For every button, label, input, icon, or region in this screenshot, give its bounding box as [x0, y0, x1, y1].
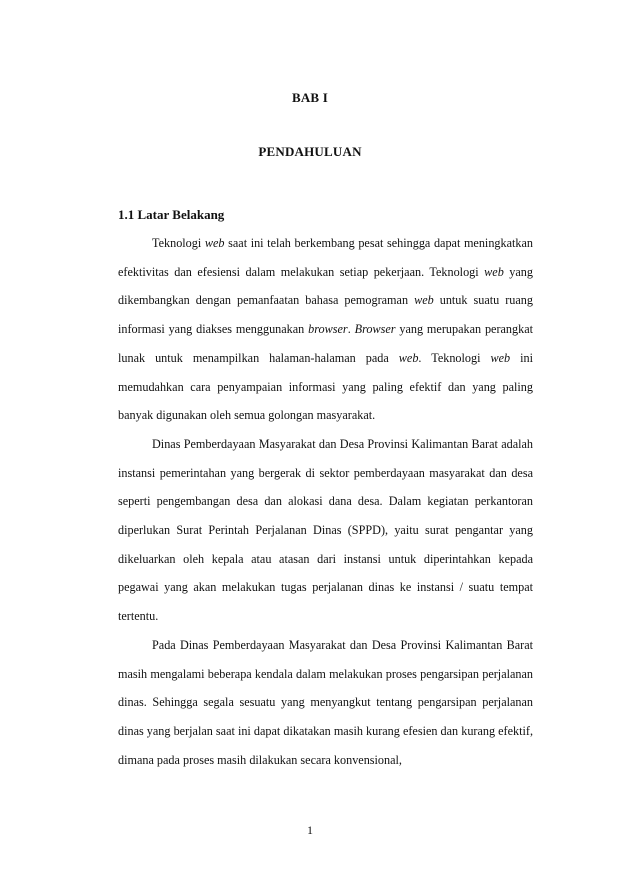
chapter-title: PENDAHULUAN — [258, 144, 362, 159]
text-run: Pada Dinas Pemberdayaan Masyarakat dan Desa Provinsi Kalimantan Barat masih mengalami beberapa kendala dalam melakukan proses pengarsipan perjalanan dinas. Sehingga segala sesuatu yang menyangkut tentang pengarsipan perjalanan dinas yang berjalan saat ini dapat dikatakan masih kurang efesien dan kurang efektif, dimana pada proses masih dilakukan secara konvensional, — [118, 637, 533, 767]
italic-term: web — [398, 350, 419, 365]
paragraph — [118, 631, 533, 775]
text-run: untuk suatu ruang informasi yang diakses menggunakan — [118, 293, 533, 337]
body-text — [118, 229, 533, 774]
italic-term: web — [484, 264, 504, 279]
italic-term: web — [490, 350, 511, 365]
text-run: Teknologi — [152, 236, 205, 250]
chapter-label: BAB I — [291, 90, 329, 105]
paragraph — [118, 229, 533, 430]
text-run: . Teknologi — [418, 350, 491, 365]
text-run: yang dikembangkan dengan pemanfaatan bahasa pemograman — [118, 264, 533, 308]
text-run: yang merupakan perangkat lunak untuk menampilkan halaman-halaman pada — [118, 322, 534, 365]
italic-term: Browser — [354, 322, 396, 337]
text-run: ini memudahkan cara penyampaian informasi yang paling efektif dan yang paling banyak digunakan oleh semua golongan masyarakat. — [118, 350, 533, 423]
text-run: . — [347, 322, 355, 337]
italic-term: web — [204, 236, 225, 250]
section-heading: 1.1 Latar Belakang — [118, 207, 225, 222]
italic-term: browser — [308, 322, 348, 337]
text-run: Dinas Pemberdayaan Masyarakat dan Desa Provinsi Kalimantan Barat adalah instansi pemerintahan yang bergerak di sektor pemberdayaan masyarakat dan desa seperti pengembangan desa dan alokasi dana desa. Dalam kegiatan perkantoran diperlukan Surat Perintah Perjalanan Dinas (SPPD), yaitu surat pengantar yang dikeluarkan oleh kepala atau atasan dari instansi untuk diperintahkan kepada pegawai yang akan melakukan tugas perjalanan dinas ke instansi / suatu tempat tertentu. — [118, 436, 533, 624]
text-run: saat ini telah berkembang pesat sehingga dapat meningkatkan efektivitas dan efesiensi dalam melakukan setiap pekerjaan. Teknologi — [118, 236, 533, 279]
paragraph — [118, 430, 533, 631]
italic-term: web — [414, 293, 434, 308]
page-number: 1 — [307, 823, 313, 837]
